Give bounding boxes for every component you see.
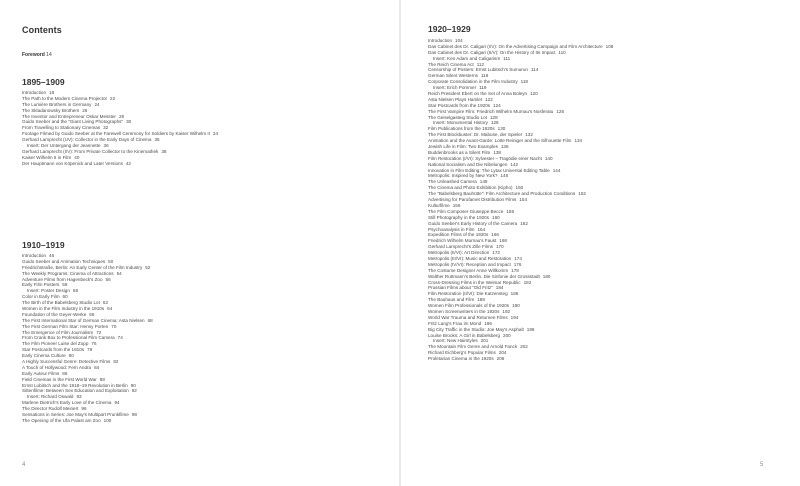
toc-entry-title: The Inventor and Entrepreneur Oskar Messter — [22, 113, 116, 119]
toc-entry-page: 158 — [506, 208, 514, 214]
toc-entry-title: The Mountain Film Genre and Arnold Fanck — [428, 344, 518, 350]
toc-entry-page: 148 — [479, 179, 488, 185]
toc-entry[interactable] — [22, 418, 153, 424]
right-page — [400, 0, 800, 486]
toc-entry-title: The Skladanowsky Brothers — [22, 107, 80, 113]
toc-entry-page: 114 — [530, 67, 539, 73]
toc-entry-page: 50 — [108, 258, 114, 264]
toc-entry-title: Color in Early Film — [22, 294, 60, 300]
toc-entry-title: Censorship of Posters: Ernst Lubitsch's Sumurun — [428, 67, 528, 73]
toc-entry-page: 54 — [116, 270, 122, 276]
toc-entry-title: Gerhard Lamprecht (I/V): From Private Collector to the Kinemathek — [22, 148, 159, 154]
toc-entry-title: Das Cabinet des Dr. Caligari (II/V): On the History of Its Impact — [428, 49, 556, 55]
toc-entry-page: 112 — [476, 61, 485, 67]
toc-entry-title: Early Film Posters — [22, 282, 60, 288]
toc-entry-page: 168 — [499, 238, 507, 244]
toc-entry-title: Metropolis (II/VI): Art Direction — [428, 250, 490, 256]
toc-entry-title: Introduction — [428, 38, 453, 43]
toc-entry-title: Insert: Erich Pommer — [433, 85, 477, 91]
toc-entry-title: The Weekly Programs: Cinema of Attractions — [22, 270, 114, 276]
toc-entry-page: 104 — [455, 38, 463, 43]
toc-entry-page: 35 — [154, 137, 160, 143]
toc-entry-title: Louise Brooks: A Girl in Babelsberg — [428, 332, 501, 338]
toc-list-1910-1919 — [22, 253, 153, 424]
toc-entry-page: 74 — [117, 335, 123, 341]
toc-entry-title: Innovation in Film Editing: The Lytax Universal Editing Table — [428, 167, 550, 173]
toc-entry-page: 86 — [62, 370, 68, 376]
toc-entry-title: The Geiselgasteig Studio Lot — [428, 114, 487, 120]
toc-entry-title: The Birth of the Babelsberg Studio Lot — [22, 300, 100, 306]
toc-entry-title: Advertising for Parufamet Distribution Films — [428, 197, 517, 203]
toc-entry-page: 32 — [103, 125, 109, 131]
toc-entry-page: 144 — [552, 167, 561, 173]
toc-entry-title: The Bauhaus and Film — [428, 297, 475, 303]
toc-entry-page: 122 — [485, 96, 493, 102]
toc-entry-page: 18 — [49, 90, 55, 95]
toc-entry-title: Insert: Der Untergang der Jeannette — [27, 143, 101, 149]
toc-entry-title: Gerhard Lamprecht's Zille Films — [428, 244, 493, 250]
section-heading-1910-1919: 1910–1919 — [22, 240, 65, 250]
toc-entry-title: Psychoanalysis in Film — [428, 226, 475, 232]
toc-entry-title: Das Cabinet des Dr. Caligari (I/V): On the Advertising Campaign and Film Architecture — [428, 43, 603, 49]
toc-entry-title: The Cinema and Photo Exhibition (Kipho) — [428, 185, 513, 191]
foreword-entry[interactable] — [22, 52, 52, 58]
toc-entry-title: Insert: New Hairstyles — [433, 338, 478, 344]
toc-entry-title: Introduction — [22, 90, 47, 95]
toc-entry-title: Insert: Richard Oswald — [27, 394, 74, 400]
toc-list-1895-1909 — [22, 90, 218, 167]
toc-entry-title: Film Restoration (I/VI): Sylvester – Tragödie einer Nacht — [428, 155, 542, 161]
toc-entry-title: From Crank Box to Professional Film Camera — [22, 335, 115, 341]
toc-entry-page: 30 — [126, 119, 132, 125]
toc-entry-title: Star Postcards from the 1910s — [22, 347, 85, 353]
toc-entry-page: 138 — [493, 149, 501, 155]
toc-entry-title: Walther Ruttmann's Berlin. Die Sinfonie der Grossstadt — [428, 273, 540, 279]
toc-entry-page: 154 — [519, 197, 528, 203]
toc-entry-page: 72 — [96, 329, 102, 335]
toc-entry-title: The Costume Designer Anne Willkomm — [428, 267, 509, 273]
foreword-label: Foreword — [22, 52, 45, 58]
toc-entry-title: The Unleashed Camera — [428, 179, 477, 185]
toc-entry-title: Metropolis (IV/VI): Reception and Impact — [428, 261, 511, 267]
toc-entry-page: 130 — [497, 126, 506, 132]
toc-entry-title: Jewish Life in Film: Two Examples — [428, 144, 498, 150]
toc-entry-page: 152 — [578, 191, 586, 197]
toc-entry-page: 118 — [520, 79, 528, 85]
toc-entry-title: The Director Rudolf Meinert — [22, 406, 79, 412]
toc-entry-page: 90 — [130, 382, 136, 388]
toc-entry-title: A Highly Successful Genre: Detective Films — [22, 359, 111, 365]
toc-entry-title: Insert: Ken Adam and Caligarism — [433, 55, 501, 61]
toc-entry-page: 58 — [62, 282, 68, 288]
toc-entry-page: 96 — [81, 406, 87, 412]
toc-entry-page: 201 — [480, 338, 489, 344]
toc-entry-page: 34 — [212, 131, 219, 137]
toc-entry-title: Animation and the Avant-Garde: Lotte Reiniger and the Silhouette Film — [428, 138, 572, 144]
toc-entry-page: 82 — [113, 359, 119, 365]
toc-entry-page: 160 — [492, 214, 500, 220]
toc-entry-title: The Lumière Brothers in Germany — [22, 101, 92, 107]
toc-entry-page: 134 — [574, 138, 583, 144]
toc-entry-page: 36 — [103, 143, 109, 149]
toc-entry-page: 100 — [103, 417, 112, 423]
toc-entry-title: Women in the Film Industry in the 1910s — [22, 306, 105, 312]
toc-entry-page: 164 — [477, 226, 486, 232]
toc-entry-page: 80 — [68, 353, 74, 359]
toc-entry-page: 88 — [99, 376, 105, 382]
toc-entry-title: Marlene Dietrich's Early Love of the Cinema — [22, 400, 112, 406]
toc-entry-title: A Touch of Hollywood: Fern Andra — [22, 364, 92, 370]
page-number-right: 5 — [760, 462, 764, 468]
toc-entry-title: Early Auteur Films — [22, 370, 60, 376]
toc-entry-page: 198 — [526, 326, 535, 332]
foreword-page: 14 — [46, 52, 52, 58]
toc-entry-page: 180 — [542, 273, 551, 279]
toc-entry-page: 124 — [493, 102, 501, 108]
toc-entry-page: 182 — [523, 279, 532, 285]
toc-entry-page: 56 — [105, 276, 111, 282]
section-heading-1920-1929: 1920–1929 — [428, 24, 471, 34]
toc-entry-page: 116 — [480, 73, 489, 79]
toc-entry-title: Metropolis: Inspired by New York? — [428, 173, 498, 179]
toc-entry-page: 126 — [556, 108, 565, 114]
toc-entry-page: 119 — [479, 85, 487, 91]
toc-entry-page: 94 — [114, 400, 120, 406]
toc-entry-page: 22 — [110, 95, 116, 101]
toc-entry-title: The First International Star of German Cinema: Asta Nielsen — [22, 317, 145, 323]
toc-entry-page: 146 — [500, 173, 509, 179]
toc-entry-title: Adventure Films from Hagenbeck's Zoo — [22, 276, 103, 282]
toc-entry-title: Der Hauptmann von Köpenick and Later Versions — [22, 160, 123, 166]
toc-entry-title: Women Screenwriters in the 1920s — [428, 308, 500, 314]
toc-entry-page: 38 — [161, 148, 167, 154]
page-number-left: 4 — [22, 462, 26, 468]
toc-entry-title: Buddenbrooks as a Silent Film — [428, 149, 491, 155]
toc-entry[interactable] — [22, 161, 218, 167]
toc-entry-page: 76 — [91, 341, 97, 347]
toc-entry-title: The Path to the Modern Cinema Projector — [22, 95, 108, 101]
toc-entry-page: 128 — [490, 114, 498, 120]
toc-entry-page: 62 — [102, 300, 109, 306]
toc-entry-title: Friedrichstraße, Berlin: An Early Center of the Film Industry — [22, 264, 143, 270]
toc-entry-title: Early Cinema Culture — [22, 353, 66, 359]
toc-entry-title: Film Publications from the 1920s — [428, 126, 495, 132]
toc-entry-page: 186 — [510, 291, 519, 297]
toc-entry-page: 192 — [502, 308, 511, 314]
toc-entry-page: 194 — [510, 314, 519, 320]
toc-entry-page: 40 — [74, 154, 80, 160]
toc-entry-page: 24 — [94, 101, 100, 107]
toc-entry-page: 184 — [495, 285, 504, 291]
toc-entry-title: Introduction — [22, 253, 47, 258]
toc-entry-title: Field Cinemas in the First World War — [22, 376, 97, 382]
toc-entry-page: 26 — [82, 107, 88, 113]
toc-entry-page: 70 — [111, 323, 117, 329]
toc-entry-page: 128 — [490, 120, 499, 126]
toc-entry-title: Kaiser Wilhelm II in Film — [22, 154, 72, 160]
toc-entry-page: 142 — [510, 161, 519, 167]
toc-entry-title: Ernst Lubitsch and the 1918–19 Revolution in Berlin — [22, 382, 128, 388]
toc-entry-page: 132 — [525, 132, 533, 138]
toc-entry-title: Insert: Monumental History — [433, 120, 488, 126]
toc-entry-title: The Film Pioneer Luise del Zopp — [22, 341, 89, 347]
toc-entry-page: 150 — [515, 185, 524, 191]
toc-entry-title: The Opening of the Ufa Palast am Zoo — [22, 417, 101, 423]
toc-entry-title: Cross-Dressing Films in the Weimar Republic — [428, 279, 521, 285]
toc-entry-page: 98 — [131, 412, 137, 418]
toc-entry-title: Reich President Ebert on the Set of Anna Boleyn — [428, 91, 528, 97]
toc-entry-title: The First German Film Star: Henny Porten — [22, 323, 109, 329]
toc-entry-title: Richard Eichberg's Popular Films — [428, 350, 496, 356]
toc-entry-page: 156 — [452, 202, 461, 208]
toc-entry-title: From Travelling to Stationary Cinemas — [22, 125, 101, 131]
toc-entry-title: Foundation of the Geyer-Werke — [22, 311, 87, 317]
toc-entry-title: Footage Filmed by Guido Seeber at the Farewell Ceremony for Soldiers by Kaiser Wilhelm II — [22, 131, 210, 137]
toc-entry[interactable] — [428, 356, 613, 362]
toc-entry-page: 58 — [72, 288, 79, 294]
toc-entry-page: 178 — [511, 267, 519, 273]
toc-entry-page: 52 — [145, 264, 151, 270]
toc-entry-page: 200 — [503, 332, 511, 338]
toc-entry-page: 140 — [544, 155, 553, 161]
toc-entry-title: Guido Seeber and the "Giant Living Photographs" — [22, 119, 124, 125]
toc-entry-page: 162 — [520, 220, 528, 226]
toc-entry-title: The "Babelsberg Bauhütte": Film Architecture and Production Conditions — [428, 191, 576, 197]
toc-entry-page: 84 — [94, 364, 100, 370]
toc-entry-page: 60 — [62, 294, 68, 300]
toc-entry-title: Star Postcards from the 1920s — [428, 102, 491, 108]
toc-entry-title: German Silent Westerns — [428, 73, 478, 79]
toc-entry-title: Metropolis (III/VI): Music and Restoration — [428, 255, 512, 261]
toc-entry-title: Still Photography in the 1920s — [428, 214, 490, 220]
toc-entry-title: The First Blockbuster: Dr. Mabuse, der Spieler — [428, 132, 523, 138]
toc-list-1920-1929 — [428, 38, 613, 362]
toc-entry-title: Prussian Films about "Old Fritz" — [428, 285, 493, 291]
toc-entry-title: Women Film Professionals of the 1920s — [428, 303, 510, 309]
toc-entry-page: 202 — [520, 344, 528, 350]
toc-entry-page: 120 — [530, 91, 538, 97]
toc-entry-page: 176 — [513, 261, 522, 267]
toc-entry-title: Big City Traffic in the Studio: Joe May's Asphalt — [428, 326, 524, 332]
section-heading-1895-1909: 1895–1909 — [22, 77, 65, 87]
toc-entry-page: 93 — [76, 394, 82, 400]
toc-entry-page: 170 — [495, 244, 504, 250]
toc-entry-title: National Socialism and Die Nibelungen — [428, 161, 508, 167]
toc-entry-title: Fritz Lang's Frau im Mond — [428, 320, 482, 326]
toc-entry-title: Asta Nielsen Plays Hamlet — [428, 96, 483, 102]
toc-entry-page: 190 — [512, 303, 520, 309]
contents-title: Contents — [22, 25, 62, 35]
toc-entry-title: Insert: Poster Design — [27, 288, 70, 294]
toc-entry-page: 42 — [125, 160, 131, 166]
toc-entry-title: Proletarian Cinema in the 1920s — [428, 356, 494, 362]
toc-entry-title: The Film Composer Giuseppe Becce — [428, 208, 504, 214]
toc-entry-title: Expedition Films of the 1920s — [428, 232, 489, 238]
toc-entry-title: Kulturfilme — [428, 202, 450, 208]
toc-entry-page: 68 — [147, 317, 153, 323]
toc-entry-title: Guido Seeber's Early History of the Camera — [428, 220, 518, 226]
toc-entry-page: 111 — [503, 55, 511, 61]
toc-entry-page: 204 — [498, 350, 507, 356]
toc-entry-title: Film Restoration (II/VI): Die Katzensteg — [428, 291, 508, 297]
toc-entry-page: 92 — [131, 388, 137, 394]
toc-entry-page: 172 — [492, 250, 500, 256]
toc-entry-page: 196 — [484, 320, 492, 326]
toc-entry-page: 64 — [107, 306, 113, 312]
toc-entry-page: 78 — [87, 347, 93, 353]
toc-entry-page: 166 — [491, 232, 499, 238]
toc-entry-title: The First Vampire Film: Friedrich Wilhelm Murnau's Nosferatu — [428, 108, 554, 114]
toc-entry-page: 174 — [514, 255, 522, 261]
toc-entry-page: 46 — [49, 253, 55, 258]
toc-entry-title: Corporate Consolidation in the Film Industry — [428, 79, 518, 85]
toc-entry-page: 28 — [118, 113, 125, 119]
toc-entry-title: Sittenfilme: Between Sex Education and Exploitation — [22, 388, 129, 394]
toc-entry-page: 108 — [605, 43, 614, 49]
toc-entry-title: World War Trauma and Returnee Films — [428, 314, 508, 320]
toc-entry-title: Gerhard Lamprecht (UV): Collector in the Early Days of Cinema — [22, 137, 152, 143]
toc-entry-title: Friedrich Wilhelm Murnau's Faust — [428, 238, 497, 244]
toc-entry-page: 66 — [89, 311, 95, 317]
toc-entry-page: 206 — [496, 356, 505, 362]
toc-entry-title: The Emergence of Film Journalism — [22, 329, 94, 335]
toc-entry-title: Sensations in Series: Joe May's Multipart Prunkfilme — [22, 412, 129, 418]
toc-entry-page: 188 — [477, 297, 485, 303]
toc-entry-title: The Reich Cinema Act — [428, 61, 474, 67]
toc-entry-title: Guido Seeber and Animation Techniques — [22, 258, 106, 264]
toc-entry-page: 110 — [558, 49, 566, 55]
toc-entry-page: 136 — [500, 144, 509, 150]
